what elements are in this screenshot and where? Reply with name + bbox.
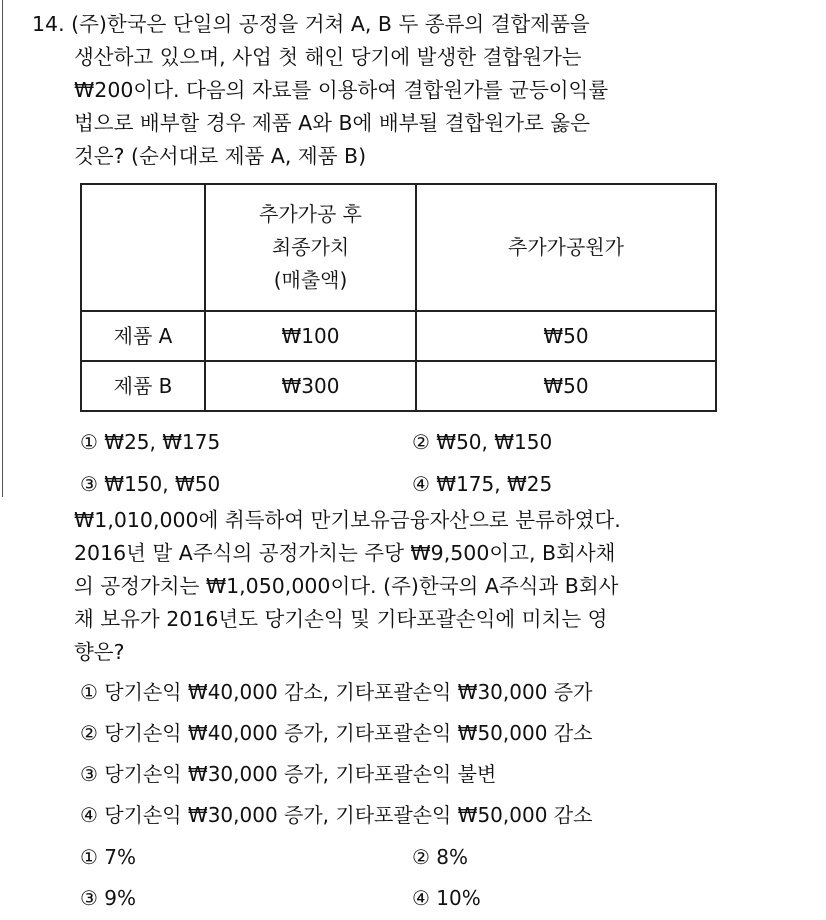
option-3: ③ ₩150, ₩50 (80, 472, 221, 496)
question-line: 채 보유가 2016년도 당기손익 및 기타포괄손익에 미치는 영 (74, 607, 608, 631)
header-cell-empty (81, 184, 205, 311)
question-line: 생산하고 있으며, 사업 첫 해인 당기에 발생한 결합원가는 (74, 45, 582, 69)
question-line: 것은? (순서대로 제품 A, 제품 B) (74, 144, 367, 168)
option-2: ② 당기손익 ₩40,000 증가, 기타포괄손익 ₩50,000 감소 (80, 721, 593, 745)
option-4: ④ ₩175, ₩25 (412, 472, 553, 496)
table-header-row (81, 184, 716, 311)
margin-rule (2, 0, 3, 497)
table-cell: 제품 A (81, 311, 205, 361)
header-text: 최종가치 (271, 235, 350, 259)
table-row (81, 361, 716, 411)
data-table (80, 183, 717, 412)
header-cell-additional-cost: 추가가공원가 (416, 184, 716, 311)
table-cell: 제품 B (81, 361, 205, 411)
question-line: 법으로 배부할 경우 제품 A와 B에 배부될 결합원가로 옳은 (74, 111, 590, 135)
question-line: ₩200이다. 다음의 자료를 이용하여 결합원가를 균등이익률 (74, 78, 609, 102)
option-4: ④ 당기손익 ₩30,000 증가, 기타포괄손익 ₩50,000 감소 (80, 803, 593, 827)
option-3: ③ 9% (80, 886, 137, 910)
table-cell: ₩50 (416, 361, 716, 411)
option-1: ① 당기손익 ₩40,000 감소, 기타포괄손익 ₩30,000 증가 (80, 680, 593, 704)
header-cell-final-value (205, 184, 416, 311)
table-row (81, 311, 716, 361)
question-line: ₩1,010,000에 취득하여 만기보유금융자산으로 분류하였다. (74, 508, 621, 532)
option-2: ② 8% (412, 845, 469, 869)
question-line: 14. (주)한국은 단일의 공정을 거쳐 A, B 두 종류의 결합제품을 (32, 12, 590, 36)
table-cell: ₩50 (416, 311, 716, 361)
option-4: ④ 10% (412, 886, 481, 910)
option-2: ② ₩50, ₩150 (412, 430, 553, 454)
option-1: ① ₩25, ₩175 (80, 430, 221, 454)
table-cell: ₩100 (205, 311, 416, 361)
question-line: 향은? (74, 640, 125, 664)
question-line: 의 공정가치는 ₩1,050,000이다. (주)한국의 A주식과 B회사 (74, 574, 619, 598)
option-3: ③ 당기손익 ₩30,000 증가, 기타포괄손익 불변 (80, 762, 497, 786)
option-1: ① 7% (80, 845, 137, 869)
question-line: 2016년 말 A주식의 공정가치는 주당 ₩9,500이고, B회사채 (74, 541, 616, 565)
header-text: (매출액) (273, 268, 348, 292)
header-text: 추가가공 후 (259, 202, 362, 226)
question-next-text (74, 504, 621, 669)
table-cell: ₩300 (205, 361, 416, 411)
question-14-text (32, 8, 608, 173)
